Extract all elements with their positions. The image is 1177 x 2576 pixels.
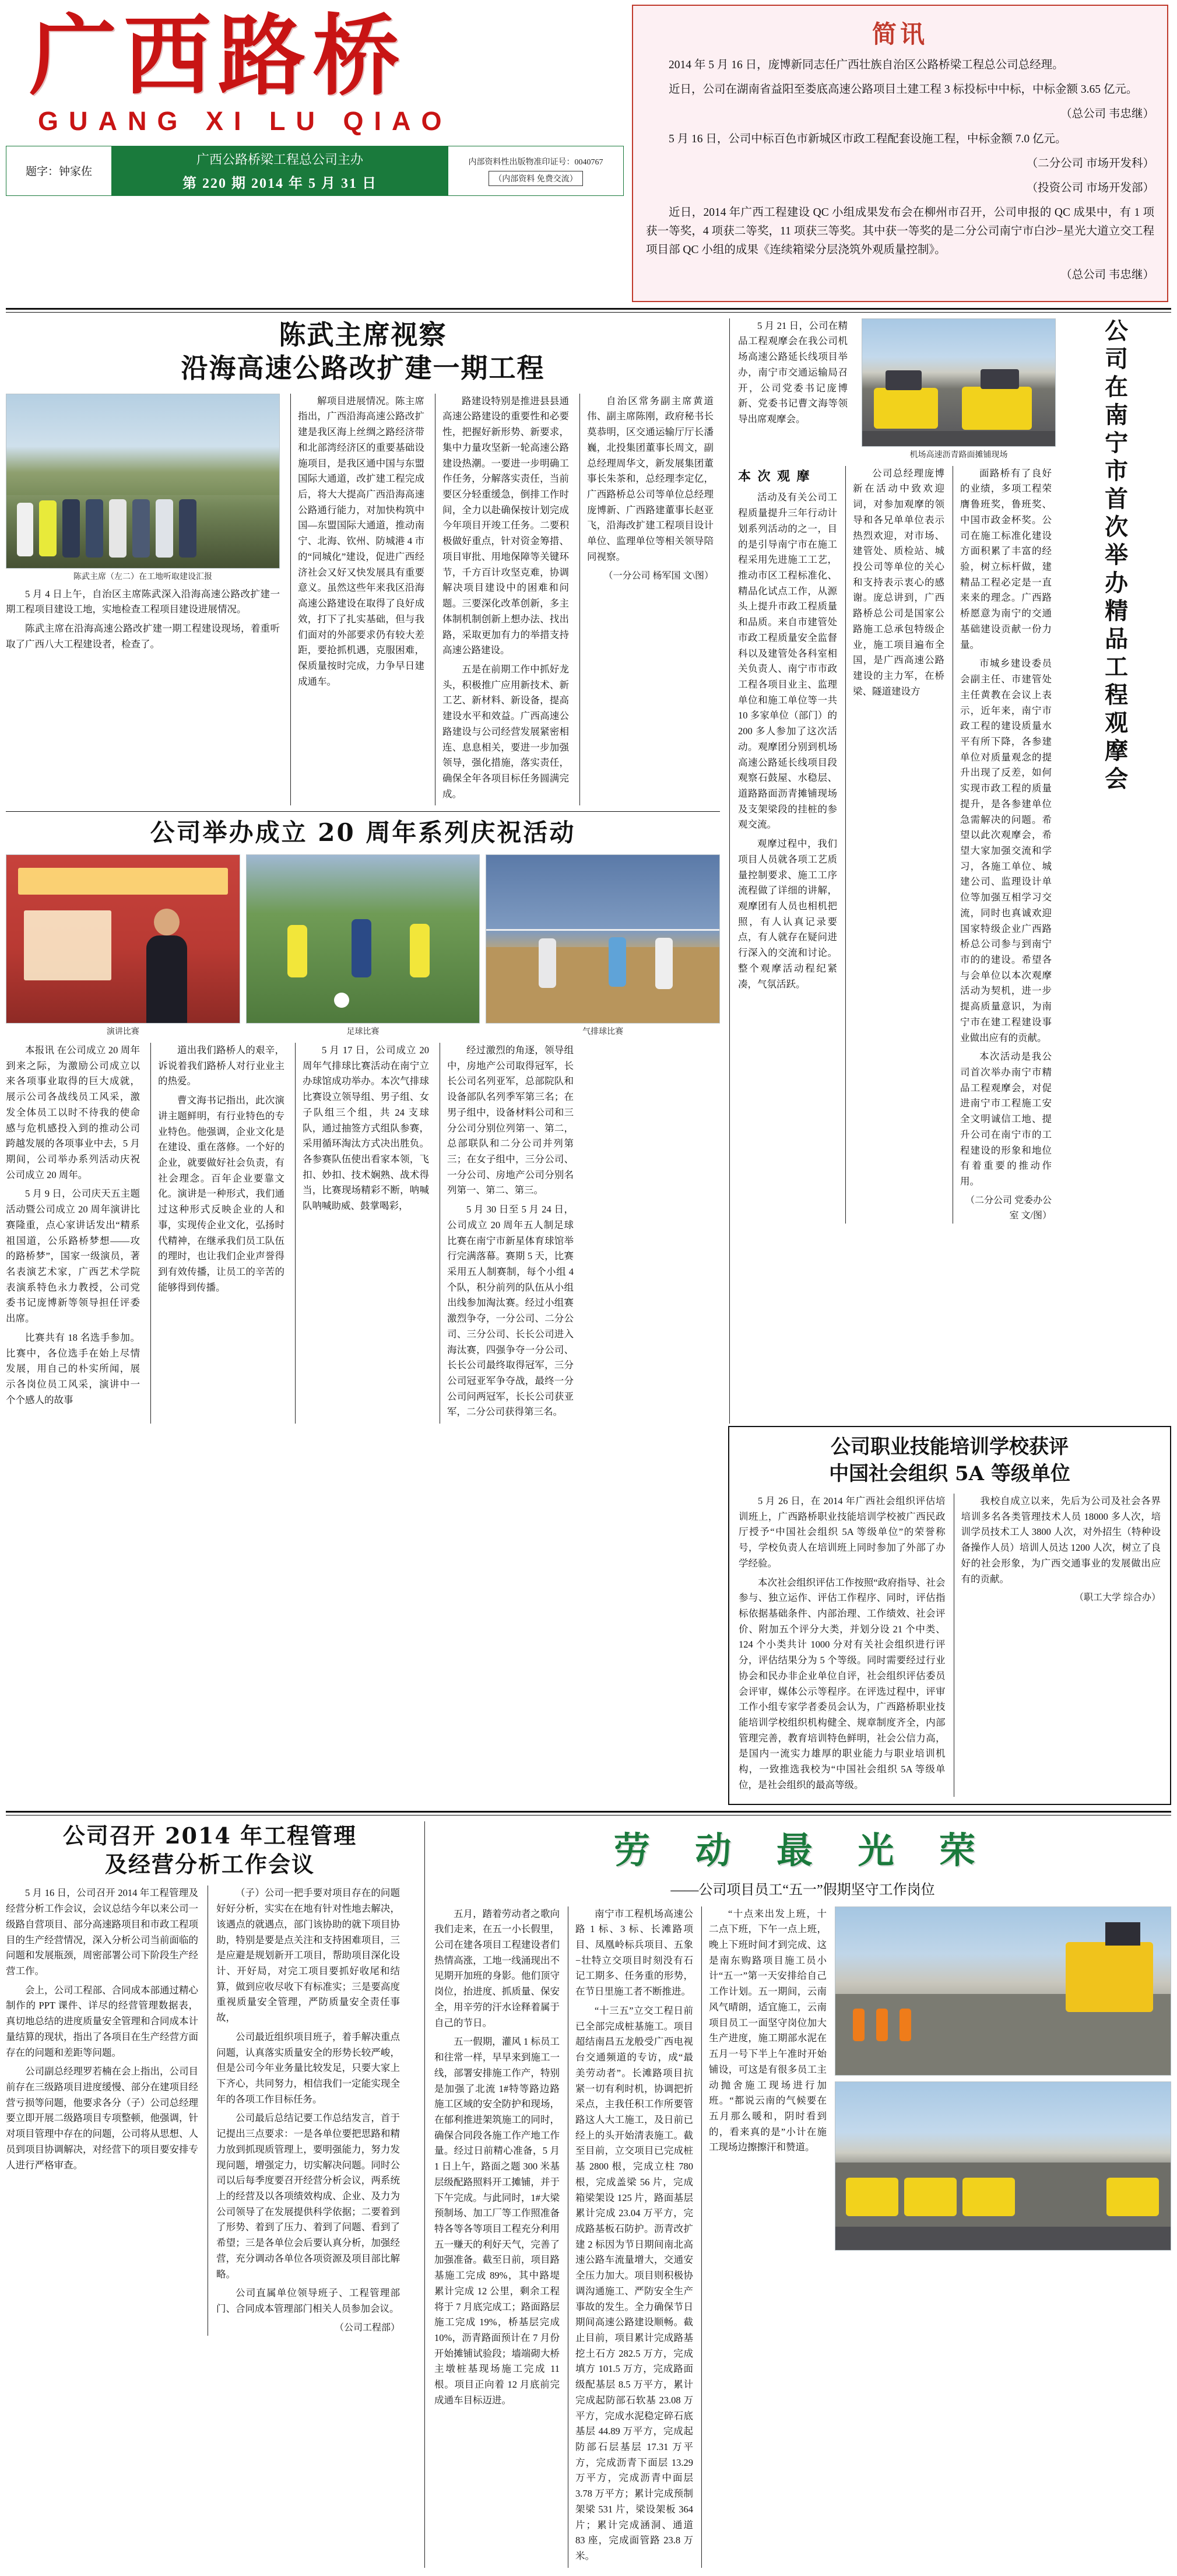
photo-volleyball-match	[486, 854, 720, 1024]
article-signature: （职工大学 综合办）	[1074, 1593, 1161, 1603]
article-paragraph: 5 月 30 日至 5 月 24 日，公司成立 20 周年五人制足球比赛在南宁市新星体育球馆举行完满落幕。赛期 5 天，比赛采用五人制赛制，每个小组 4 个队，积分前列的队伍从小组出线参加淘汰赛。经过小组赛激烈争夺，一分公司、二分公司、三分公司、长长公司进入海汰赛，四强争夺一分公司、长长公司最终取得冠军，三分公司冠亚军争夺战，最终一分公司问两冠军，长长公司获亚军，二分公司获得第三名。	[447, 1204, 574, 1418]
article-paragraph: 曹文海书记指出，此次演讲主题鲜明，有行业特色的专业特色。他强调，企业文化是在建设、重在落修。一个好的企业，就要做好社会负责，有社会理念。百年企业要靠文化。演讲是一种形式，我们通过这种形式反映企业的人和事，实现传企业文化，弘扬时代精神，在继承我们员工队伍的理时，也让我们企业声誉得到有效传播，让员工的辛苦的能够得到传播。	[158, 1095, 284, 1293]
photo-paving	[862, 318, 1056, 447]
article-paragraph: 五是在前期工作中抓好龙头，积极推广应用新技术、新工艺、新材料、新设备，提高建设水平和效益。广西高速公路建设与公司经营发展紧密相连、息息相关，要进一步加强领导，强化措施，落实责任，确保全年各项目标任务圆满完成。	[442, 663, 569, 800]
article-column	[568, 1906, 693, 2568]
article-chenwu-headline	[6, 318, 720, 385]
article-column	[953, 466, 1052, 1224]
article-paragraph: 本次社会组织评估工作按照“政府指导、社会参与、独立运作、评估工作程序、同时，评估指标依据基础条件、内部治理、工作绩效、社会评价、附加五个评分大类，并划分设 21 个中类、124 个小类共计 1000 分对有关社会组织进行评分，评估结果分为 5 个等级。同时需要经过行业协会和民办非企业单位自评，社会组织评估委员会评审，媒体公示等程序。在评选过程中，评审工作小组专家学者委员会认为，广西路桥职业技能培训学校组织机构健全、规章制度齐全，内部管理完善，教育培训特色鲜明，社会公信力高，是国内一流实力雄厚的职业能力与职业培训机构，一致推选我校为“中国社会组织 5A 等级单位，是社会组织的最高等级。	[739, 1576, 946, 1790]
photo-roadworks-2	[835, 2081, 1171, 2251]
section-top	[6, 318, 1171, 1424]
brief-item: 近日，公司在湖南省益阳至娄底高速公路项目土建工程 3 标投标中中标，中标金额 3.65 亿元。	[669, 83, 1138, 96]
headline-line-2: 沿海高速公路改扩建一期工程	[181, 352, 545, 384]
license-number: 内部资料性出版物准印证号：0040767	[468, 157, 603, 167]
newspaper-title-pinyin: GUANG XI LU QIAO	[38, 106, 452, 136]
article-column	[440, 1043, 574, 1424]
article-column	[434, 1906, 560, 2568]
article-work-meeting	[6, 1821, 414, 2568]
article-paragraph: “十点来出发上班，十二点下班，下午一点上班，晚上下班时间才到完成、这是南东购路项目施工员小计“五一”第一天安排给自己工作计划。五一期间，云南风气晴朗，适宜施工，云南项目员工一面坚守岗位加大生产进度，施工期部水泥在五月一号下半上午准时开始铺设，可这是有很多员工主动抛舍施工现场进行加班。“都说云南的气候要在五月那么暖和，阴时看到的，看来真的是”小计在施工现场边擦擦汗和赞道。	[709, 1908, 827, 2153]
article-paragraph: 5 月 26 日，在 2014 年广西社会组织评估培训班上，广西路桥职业技能培训学校被广西民政厅授予“中国社会组织 5A 等级单位”的荣誉称号，学校负责人在培训班上同时参加了外部了办学经验。	[739, 1495, 946, 1569]
article-paragraph: 路建设特别是推进县县通高速公路建设的重要性和必要性，把握好新形势、新要求，集中力量攻坚新一轮高速公路建设热潮。一要进一步明确工作任务，分解落实责任，当前要区分轻重缓急，倒排工作时间，全力以赴确保按计划完成今年项目开竣工任务。二要积极做好重点，针对资金筹措、项目审批、用地保障等关键环节，千方百计攻坚克难，协调解决项目建设中的困难和问题。三要深化改革创新，多主体制机制创新上想办法、找出路，采取更加有力的举措支持高速公路建设。	[442, 395, 569, 656]
photo-speech-contest	[6, 854, 240, 1024]
article-subheading: 本 次 观 摩	[738, 468, 811, 483]
article-paragraph: 市城乡建设委员会副主任、市建管处主任黄教在会议上表示，近年来，南宁市政工程的建设质量水平有所下降，各参建单位对质量观念的提升出现了反差，如何实现市政工程的质量提升，是各参建单位急需解决的问题。希望以此次观摩会，希望大家加强交流和学习，各施工单位、城建公司、监理设计单位等加强互相学习交流，同时也真诚欢迎国家特级企业广西路桥总公司参与到南宁市的的建设。希望各与会单位以本次观摩活动为契机，进一步提高质量意识，为南宁市在建工程建设事业做出应有的贡献。	[960, 658, 1052, 1043]
article-column	[579, 394, 714, 806]
article-work-meeting-headline	[6, 1821, 414, 1879]
publisher: 广西公路桥梁工程总公司主办	[196, 152, 363, 167]
article-column	[290, 394, 424, 806]
headline-line-1: 陈武主席视察	[279, 318, 447, 351]
divider-thin	[6, 811, 720, 812]
article-anniversary-headline: 公司举办成立 20 周年系列庆祝活动	[150, 818, 576, 847]
headline-line-1: 公司召开 2014 年工程管理	[62, 1822, 357, 1849]
headline-line-2: 及经营分析工作会议	[104, 1850, 315, 1877]
article-column	[6, 1043, 140, 1424]
photo-caption: 演讲比赛	[106, 1027, 139, 1036]
brief-signature: （投资公司 市场开发部）	[1026, 181, 1154, 194]
masthead-left	[6, 5, 624, 196]
newspaper-title: 广西路桥	[29, 5, 407, 107]
divider-thick	[6, 308, 1171, 310]
article-paragraph: 公司副总经理罗若楠在会上指出，公司目前存在三级路项目进度缓慢、部分在建项目经营亏损等问题，他要求各分（子）公司总经理要立即开展二级路项目专项整顿，他强调，针对项目管理中存在的问题，公司将从思想、人员到项目协调解决，对经营下的项目要安排专人进行严格审查。	[6, 2066, 198, 2171]
article-signature: （公司工程部）	[334, 2322, 400, 2333]
article-paragraph: 观摩过程中，我们项目人员就各项工艺质量控制要求、施工工序流程做了详细的讲解，观摩团有人员也相机把照，有人认真记录要点，有人就存在疑问进行深入的交流和讨论。整个观摩活动程纪紧凑，气氛活跃。	[738, 838, 837, 990]
article-signature: （二分公司 党委办公室 文/图）	[965, 1195, 1052, 1221]
masthead-info-bar	[6, 146, 624, 196]
headline-line-1: 公司职业技能培训学校获评	[831, 1435, 1069, 1459]
photo-caption: 陈武主席（左二）在工地听取建设汇报	[73, 572, 212, 581]
article-paragraph: 5 月 9 日，公司庆天五主题活动暨公司成立 20 周年演讲比赛隆重，点心家讲话发出“精系祖国道，公乐路桥梦想——攻的路桥梦”，国家一级演员，著名表演艺术家，广西艺术学院表演系特色永力教授，公司党委书记庞博新等领导担任评委出席。	[6, 1188, 140, 1324]
photo-caption: 机场高速沥青路面摊铺现场	[909, 450, 1008, 460]
photo-caption: 足球比赛	[346, 1027, 380, 1036]
article-labor-subtitle: ——公司项目员工“五一”假期坚守工作岗位	[670, 1882, 935, 1898]
article-paragraph: 南宁市工程机场高速公路 1 标、3 标、长滩路项目、凤凰岭标兵项目、五象−壮特立交项目时刻没有石记工期多、任务重的形势，在节日里施工者不断推进。	[575, 1908, 693, 1997]
article-column	[150, 1043, 284, 1424]
brief-item: 2014 年 5 月 16 日，庞博新同志任广西壮族自治区公路桥梁工程总公司总经理。	[669, 59, 1064, 71]
article-paragraph: （子）公司一把手要对项目存在的问题好好分析，实实在在地有针对性地去解决，该遇点的就遇点，部门该协助的就下项目协助，特别是要是点关注和支持困难项目，三是应避是规划新开工项目，帮助项目深化设计、开好局，对完工项目要抓好收尾和结算，做到应收尽收下有标准实；三是要高度重视质量安全管理，严防质量安全责任事故，	[216, 1887, 400, 2024]
article-paragraph: 公司总经理庞博新在活动中致欢迎词，对参加观摩的领导和各兄单单位表示热烈欢迎，对市场、建管处、质检站、城投公司等单位的关心和支持表示衷心的感谢。庞总讲到，广西路桥总公司是国家公路施工总承包特级企业，施工项目遍布全国，是广西高速公路建设的主力军，在桥梁、隧道建设方	[853, 467, 944, 697]
article-paragraph: 经过激烈的角逐，领导组中，房地产公司取得冠军，长长公司名列亚军，总部院队和设备部队名列季军第三名；在男子组中，设备材料公司和三分公司分别位列第一、第二，总部联队和二分公司并列第三；在女子组中，三分公司、一分公司、房地产公司分别名列第一、第二、第三。	[447, 1044, 574, 1196]
brief-item: 近日，2014 年广西工程建设 QC 小组成果发布会在柳州市召开，公司申报的 QC 成果中，有 1 项获一等奖，4 项获二等奖，11 项获三等奖。其中获一等奖的是二分公司南宁市白沙−星光大道立交工程项目部 QC 小组的成果《连续箱梁分层浇筑外观质量控制》。	[646, 206, 1154, 257]
article-labor-day	[424, 1821, 1171, 2568]
article-paragraph: 活动及有关公司工程质量提升三年行动计划系列活动的之一，目的是引导南宁市在施工程采用先进施工工艺，推动市区工程标准化、精品化试点工作，从源头上提升市政工程质量和品质。来自市建管处市政工程质量安全监督科以及建管处各科室相关负责人、南宁市市政工程各项目业主、监理单位和施工单位等一共 10 多家单位（部门）的 200 多人参加了这次活动。观摩团分别到机场高速公路延长线项目段观察石鼓屋、水稳层、道路路面沥青摊铺现场及支架梁段的挂桩的参观交流。	[738, 492, 837, 830]
article-anniversary	[6, 811, 720, 1424]
photo-caption: 气排球比赛	[582, 1027, 624, 1036]
article-paragraph: 本报讯 在公司成立 20 周年到来之际，为激励公司成立以来各项事业取得的巨大成就，展示公司各战线员工风采，激发全体员工以时不待我的使命感与危机感投入到的推动公司跨越发展的各项事业中去，5 月期间，公司举办系列活动庆祝公司成立 20 周年。	[6, 1044, 140, 1180]
calligrapher-label: 题字：钟家佐	[6, 146, 111, 195]
article-paragraph: 面路桥有了良好的业绩，多项工程荣膺鲁班奖，鲁班奖、中国市政金杯奖。公司在施工标准化建设方面积累了丰富的经验，树立标杆做，建精品工程必定是一直来来的理念。广西路桥愿意为南宁的交通基础建设贡献一份力量。	[960, 467, 1052, 650]
article-column	[208, 1885, 400, 2335]
article-5a-headline	[739, 1434, 1161, 1488]
headline-line-2: 中国社会组织 5A 等级单位	[829, 1462, 1070, 1486]
divider-thin	[6, 1815, 1171, 1816]
article-column	[738, 466, 837, 1224]
article-paragraph: 解项目进展情况。陈主席指出，广西沿海高速公路改扩建是我区海上丝绸之路经济带和北部湾经济区的重要基础设施项目，是我区通中国与东盟国际大通道，改扩建工程完成后，将大大提高广西沿海高速公路通行能力，对加快构筑中国—东盟国际大通道，推动南宁、北海、钦州、防城港 4 市的“同城化”建设，促进广西经济社会又好又快发展具有重要意义。虽然这些年来我区沿海高速公路建设在取得了良好成效，打下了扎实基础，但与我们面对的外部要求仍有较大差距，要抢抓机遇，克服困难，保质量按时完成，力争早日建成通车。	[298, 395, 424, 687]
brief-signature: （总公司 韦忠继）	[1060, 108, 1154, 121]
photo-column	[835, 1906, 1171, 2568]
article-paragraph: 本次活动是我公司首次举办南宁市精品工程观摩会，对促进南宁市工程施工安全文明诚信工地、提升公司在南宁市的工程建设的形象和地位有着重要的推动作用。	[960, 1051, 1052, 1187]
divider-thick	[6, 1811, 1171, 1813]
article-paragraph: 5 月 16 日，公司召开 2014 年工程管理及经营分析工作会议，会议总结今年以来公司一级路自营项目、部分高速路项目和市政工程项目的生产经营情况，深入分析公司当前面临的问题和发展瓶颈，周密部署公司下阶段生产经营工作。	[6, 1887, 198, 1976]
photo-roadworks-1	[835, 1906, 1171, 2076]
article-paragraph: 公司最后总结记要工作总结发言，首于记提出三点要求：一是各单位要把思路和精力放到抓现质管理上，要明强能力，努力发现问题，增强定力，切实解决问题。同时公司以后每季度要召开经营分析会议，两系统上的经营及以各项绩效构成、企业、及力为公司领导了在发展提供科学依据；二要着到了形势、着到了压力、着到了问题、看到了希望；三是各单位会后要认真分析，加强经营，充分调动各单位各项资源及项目部比解略。	[216, 2112, 400, 2280]
article-5a-school	[728, 1426, 1171, 1804]
issue-date: 第 220 期 2014 年 5 月 31 日	[182, 176, 377, 191]
masthead	[6, 5, 1171, 302]
license-block	[448, 146, 623, 195]
article-labor-title: 劳 动 最 光 荣	[613, 1828, 992, 1871]
photo-row	[6, 854, 720, 1038]
article-paragraph: 自治区常务副主席黄道伟、副主席陈刚，政府秘书长莫恭明，区交通运输厅厅长潘巍，北投集团董事长周文，副总经理周华文，新发展集团董事长朱茶和，总经理李定亿，广西路桥总公司等单位总经理庞博新、广西路建董事长赵亚飞，沿海改扩建工程项目设计单位、监理单位等相关领导陪同视察。	[587, 395, 714, 562]
article-signature: （一分公司 杨军国 文\图）	[603, 570, 714, 581]
brief-item: 5 月 16 日，公司中标百色市新城区市政工程配套设施工程，中标金额 7.0 亿元。	[669, 132, 1067, 145]
vertical-headline-wrap	[1065, 318, 1164, 1424]
article-column	[435, 394, 569, 806]
article-paragraph: 五一假期，灌风 1 标员工和往常一样，早早来到施工一线，部署安排施工作产，特别是加强了北流 1#特等路边路施工区域的安全防护和现场，在郁利推进架筑施工的同时，确保合同段各施工作产地工作量。经过日前精心准备，5 月 1 日上午，路面之题 300 米基层级配路照料开工摊铺，并于下午完成。与此同时，1#大梁预制场、加工厂等工作照准备特各等各等项目工程充分利用五一赚天的利好天气，完善了加强准备。截至日前，项目路基施工完成 89%，其中路堤累计完成 12 公里，剩余工程将于 7 月底完成工；路面路层施工完成 19%，桥基层完成 10%，沥青路面预计在 7 月份开始摊铺试验段；墙端砌大桥主墩桩基现场施工完成 11 根。项目正向着 12 月底前完成通车目标迈进。	[434, 2036, 560, 2406]
article-paragraph: 5 月 4 日上午，自治区主席陈武深入沿海高速公路改扩建一期工程项目建设工地，实地检查工程项目建设进展情况。	[6, 588, 280, 615]
article-paragraph: 会上，公司工程部、合同成本部通过精心制作的 PPT 课件、详尽的经营管理数据表，真切地总结的进度质量安全管理和合同成本计量结算的现状，指出了各项目在生产经营方面存在的问题和差距等问题。	[6, 1984, 198, 2058]
article-paragraph: 我校自成立以来，先后为公司及社会各界培训多名各类管理技术人员 18000 多人次，培训学员技术工人 3800 人次，对外招生（特种设备操作人员）培训人员达 1200 人次，树立了良好的社会形象，为广西交通事业的发展做出应有的贡献。	[961, 1495, 1161, 1585]
brief-signature: （总公司 韦忠继）	[1060, 268, 1154, 281]
article-paragraph: 道出我们路桥人的艰辛，诉说着我们路桥人对行业业主的热爱。	[158, 1044, 284, 1087]
article-chenwu	[6, 318, 720, 1424]
photo-football-match	[246, 854, 480, 1024]
article-column	[739, 1494, 946, 1797]
article-paragraph: 陈武主席在沿海高速公路改扩建一期工程建设现场，着重听取了广西八大工程建设者，检查了。	[6, 623, 280, 650]
photo-inspection	[6, 394, 280, 569]
brief-title: 简讯	[872, 20, 928, 48]
divider-thin	[6, 312, 1171, 313]
article-column	[954, 1494, 1161, 1797]
article-paragraph: “十三五”立交工程日前已全部完成桩基施工。项目超结南昌五龙般受广西电视台交通频道的专访，成“最美劳动者”。长滩路项目抗紧一切有利时机，协调把折采点，主我任积工作所要管路这人大工施工，及日前已经上的头开始清表施工。截至目前，立交项目已完成桩基 2800 根，完成立柱 780 根，完成盖梁 56 片，完成箱梁架设 125 片，路面基层累计完成 23.04 万平方，完成路基板石防护。沥青改扩建 2 标因为节日期间南北高速公路车流量增大，交通安全压力加大。项目则积极协调沟通施工、严防安全生产事故的发生。全力确保节日期间高速公路建设顺畅。截止目前，项目累计完成路基挖土石方 282.5 万方，完成填方 101.5 万方，完成路面级配基层 8.5 万平方，累计完成起防部石软基 23.08 万平方，完成水泥稳定碎石底基层 44.89 万平方，完成起防部石层基层 17.31 万平方，完成沥青下面层 13.29 万平方，完成沥青中面层 3.78 万平方；累计完成预制架梁 531 片，梁设架板 364 片；累计完成涵洞、通道 83 座，完成面管路 23.8 万米。	[575, 2004, 693, 2562]
article-lead: 5 月 21 日，公司在精品工程观摩会在我公司机场高速公路延长线项目举办，南宁市交通运输局召开，公司党委书记庞博新、党委书记曹文海等领导出席观摩会。	[738, 320, 848, 425]
brief-box	[632, 5, 1168, 302]
article-column	[295, 1043, 429, 1424]
article-column	[6, 1885, 198, 2335]
internal-note: （内部资料 免费交流）	[489, 171, 583, 186]
article-column	[701, 1906, 827, 2568]
article-column	[845, 466, 944, 1224]
article-paragraph: 5 月 17 日，公司成立 20 周年气排球比赛活动在南宁立办球馆成功举办。本次气排球比赛设立领导组、男子组、女子队组三个组，共 24 支球队，通过抽签方式组队参赛，采用循环淘汰方式决出胜负。各参赛队伍使出看家本领，飞扣、妙扣、技术娴熟、战术得当，比赛现场精彩不断，呐喊队呐喊助威、鼓掌喝彩，	[303, 1044, 429, 1212]
publisher-block	[111, 146, 448, 195]
article-observation-vertical-headline: 公司在南宁市首次举办精品工程观摩会	[1101, 318, 1129, 794]
article-paragraph: 五月，踏着劳动者之歌向我们走来，在五一小长假里，公司在建各项目工程建设者们热情高涨，工地一线涌现出不见期开加班的身影。他们顶守岗位，抬进度、抓质量、保安全，用辛劳的汗水诠释着属于自己的节日。	[434, 1908, 560, 2028]
article-paragraph: 公司直属单位领导班子、工程管理部门、合同成本管理部门相关人员参加会议。	[216, 2287, 400, 2315]
article-paragraph: 公司最近组织项目班子，着手解决重点问题，认真落实质量安全的形势长较严峻，但是公司今年业务量比较发足，只要大家上下齐心，共同努力，相信我们一定能实现全年的各项工作目标任务。	[216, 2031, 400, 2105]
article-observation	[729, 318, 1056, 1424]
article-paragraph: 比赛共有 18 名选手参加。比赛中，各位选手在始上尽情发展，用自己的朴实所闻，展示各岗位员工风采，演讲中一个个感人的故事	[6, 1331, 140, 1406]
brief-signature: （二分公司 市场开发科）	[1026, 157, 1154, 170]
